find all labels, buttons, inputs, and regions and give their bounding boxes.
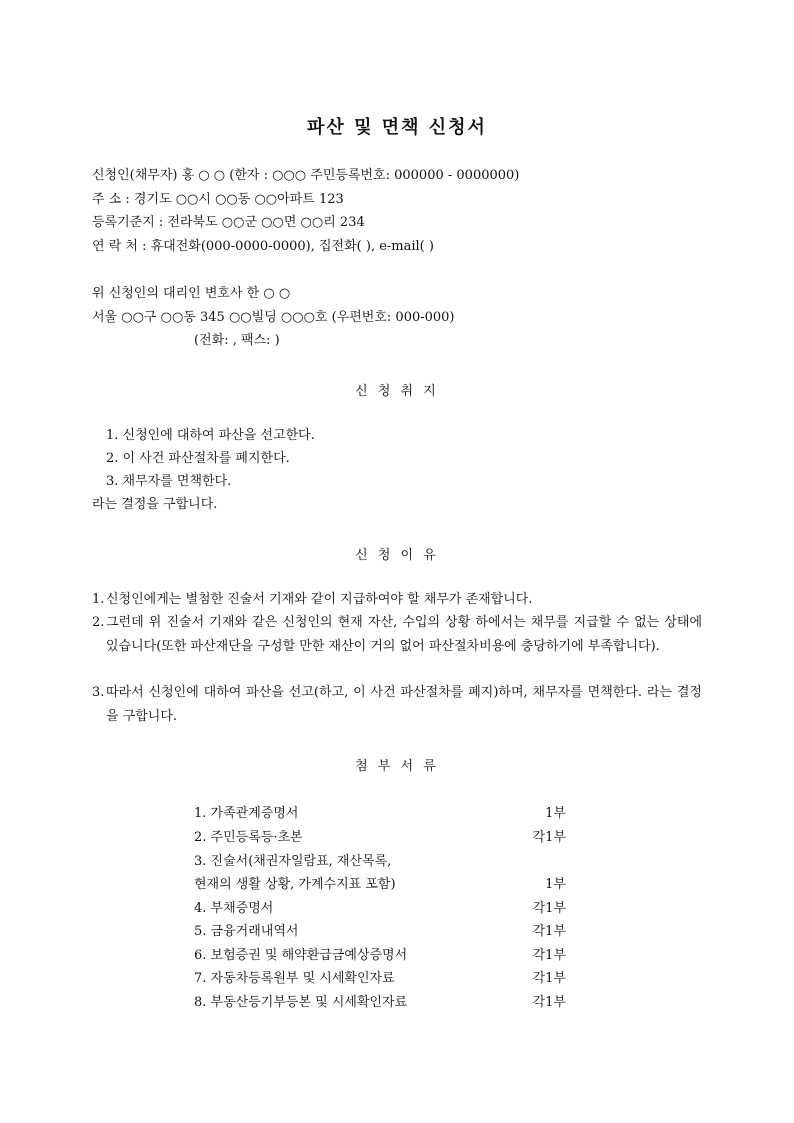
attachment-item [194,944,566,963]
applicant-contact: 연 락 처 : 휴대전화(000-0000-0000), 집전화( ), e-mail( ) [92,239,434,254]
attachment-qty: 1부 [545,877,566,892]
reason-text: 신청인에게는 별첨한 진술서 기재와 같이 지급하여야 할 채무가 존재합니다. [106,592,533,607]
attachment-label: 7. 자동차등록원부 및 시세확인자료 [194,971,395,986]
reason-text: 따라서 신청인에 대하여 파산을 선고(하고, 이 사건 파산절차를 폐지)하며, 채무자를 면책한다. 라는 결정을 구합니다. [106,685,702,724]
applicant-address: 주 소 : 경기도 ○○시 ○○동 ○○아파트 123 [92,192,344,207]
attachment-item [194,920,566,939]
attachment-label: 4. 부채증명서 [194,901,274,916]
reason-item [92,588,702,612]
attachment-label: 2. 주민등록등·초본 [194,830,303,845]
attachment-label: 8. 부동산등기부등본 및 시세확인자료 [194,995,408,1010]
attachment-qty: 각1부 [532,924,566,939]
document-title: 파산 및 면책 신청서 [307,117,487,138]
attachment-qty: 각1부 [532,971,566,986]
attachment-label: 3. 진술서(채권자일람표, 재산목록, [194,854,392,869]
reasons-heading: 신 청 이 유 [355,548,439,563]
purpose-item: 3. 채무자를 면책한다. [106,474,232,489]
reason-number: 1. [92,592,105,607]
attachment-label: 현재의 생활 상황, 가계수지표 포함) [194,877,396,892]
attachment-item [194,873,566,892]
reason-item [92,681,702,728]
attachment-label: 5. 금융거래내역서 [194,924,299,939]
applicant-info: 신청인(채무자) 홍 ○ ○ (한자 : ○○○ 주민등록번호: 000000 - 0000000) [92,168,520,183]
attachment-qty: 1부 [545,806,566,821]
attachment-label: 6. 보험증권 및 해약환급금예상증명서 [194,948,408,963]
purpose-item: 2. 이 사건 파산절차를 폐지한다. [106,451,290,466]
reason-text: 그런데 위 진술서 기재와 같은 신청인의 현재 자산, 수입의 상황 하에서는 채무를 지급할 수 없는 상태에 있습니다(또한 파산재단을 구성할 만한 재산이 거의 없어 파산절차비용에 충당하기에 부족합니다). [106,615,702,654]
attachment-qty: 각1부 [532,948,566,963]
attachment-item [194,850,566,869]
purpose-heading: 신 청 취 지 [355,384,439,399]
attachment-item [194,991,566,1010]
reason-number: 2. [92,615,105,630]
reason-item [92,611,702,658]
attachment-item [194,897,566,916]
reason-number: 3. [92,685,105,700]
attachments-heading: 첨 부 서 류 [355,759,439,774]
applicant-registration: 등록기준지 : 전라북도 ○○군 ○○면 ○○리 234 [92,215,365,230]
attachment-item [194,826,566,845]
attachment-label: 1. 가족관계증명서 [194,806,299,821]
attachment-qty: 각1부 [532,995,566,1010]
attorney-address: 서울 ○○구 ○○동 345 ○○빌딩 ○○○호 (우편번호: 000-000) [92,310,455,325]
purpose-item: 1. 신청인에 대하여 파산을 선고한다. [106,428,315,443]
attorney-phone-fax: (전화: , 팩스: ) [194,333,280,348]
attachment-item [194,967,566,986]
attachment-item [194,802,566,821]
attorney-name: 위 신청인의 대리인 변호사 한 ○ ○ [92,286,291,301]
attachment-qty: 각1부 [532,830,566,845]
attachment-qty: 각1부 [532,901,566,916]
purpose-closing: 라는 결정을 구합니다. [92,497,218,512]
